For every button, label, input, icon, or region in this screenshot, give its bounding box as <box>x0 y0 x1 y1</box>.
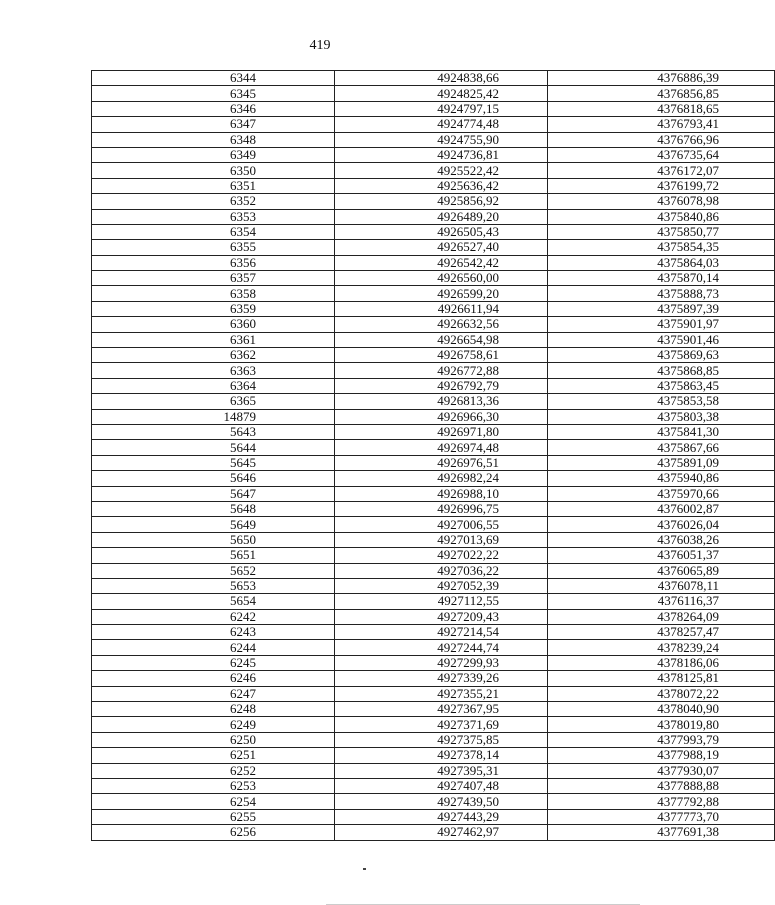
point-number-cell: 6246 <box>92 671 335 686</box>
point-number-cell: 6248 <box>92 702 335 717</box>
table-row <box>92 255 775 270</box>
x-coordinate-cell: 4926982,24 <box>335 471 548 486</box>
y-coordinate-cell: 4376116,37 <box>548 594 775 609</box>
x-coordinate-cell: 4924838,66 <box>335 71 548 86</box>
y-coordinate-cell: 4375888,73 <box>548 286 775 301</box>
x-coordinate-cell: 4926758,61 <box>335 348 548 363</box>
table-row <box>92 301 775 316</box>
y-coordinate-cell: 4375864,03 <box>548 255 775 270</box>
x-coordinate-cell: 4927439,50 <box>335 794 548 809</box>
x-coordinate-cell: 4924774,48 <box>335 117 548 132</box>
x-coordinate-cell: 4927214,54 <box>335 625 548 640</box>
table-row <box>92 240 775 255</box>
y-coordinate-cell: 4376735,64 <box>548 147 775 162</box>
table-row <box>92 594 775 609</box>
table-row <box>92 178 775 193</box>
y-coordinate-cell: 4375867,66 <box>548 440 775 455</box>
x-coordinate-cell: 4924755,90 <box>335 132 548 147</box>
point-number-cell: 5646 <box>92 471 335 486</box>
y-coordinate-cell: 4375891,09 <box>548 455 775 470</box>
point-number-cell: 6244 <box>92 640 335 655</box>
table-row <box>92 101 775 116</box>
table-row <box>92 348 775 363</box>
y-coordinate-cell: 4376766,96 <box>548 132 775 147</box>
point-number-cell: 6251 <box>92 748 335 763</box>
point-number-cell: 5647 <box>92 486 335 501</box>
table-row <box>92 501 775 516</box>
table-row <box>92 778 775 793</box>
y-coordinate-cell: 4376065,89 <box>548 563 775 578</box>
y-coordinate-cell: 4375970,66 <box>548 486 775 501</box>
point-number-cell: 6357 <box>92 271 335 286</box>
x-coordinate-cell: 4927375,85 <box>335 732 548 747</box>
y-coordinate-cell: 4377691,38 <box>548 825 775 840</box>
y-coordinate-cell: 4375870,14 <box>548 271 775 286</box>
x-coordinate-cell: 4926971,80 <box>335 424 548 439</box>
table-row <box>92 763 775 778</box>
y-coordinate-cell: 4377993,79 <box>548 732 775 747</box>
x-coordinate-cell: 4926772,88 <box>335 363 548 378</box>
x-coordinate-cell: 4927013,69 <box>335 532 548 547</box>
point-number-cell: 5654 <box>92 594 335 609</box>
x-coordinate-cell: 4927371,69 <box>335 717 548 732</box>
x-coordinate-cell: 4926505,43 <box>335 224 548 239</box>
x-coordinate-cell: 4927006,55 <box>335 517 548 532</box>
y-coordinate-cell: 4378264,09 <box>548 609 775 624</box>
point-number-cell: 5651 <box>92 548 335 563</box>
coordinates-table <box>91 70 775 841</box>
point-number-cell: 6352 <box>92 194 335 209</box>
y-coordinate-cell: 4376051,37 <box>548 548 775 563</box>
table-row <box>92 548 775 563</box>
table-row <box>92 825 775 840</box>
point-number-cell: 6355 <box>92 240 335 255</box>
point-number-cell: 6347 <box>92 117 335 132</box>
x-coordinate-cell: 4926813,36 <box>335 394 548 409</box>
x-coordinate-cell: 4926527,40 <box>335 240 548 255</box>
point-number-cell: 5645 <box>92 455 335 470</box>
y-coordinate-cell: 4378186,06 <box>548 655 775 670</box>
x-coordinate-cell: 4927052,39 <box>335 578 548 593</box>
y-coordinate-cell: 4375901,46 <box>548 332 775 347</box>
x-coordinate-cell: 4924797,15 <box>335 101 548 116</box>
y-coordinate-cell: 4377773,70 <box>548 809 775 824</box>
y-coordinate-cell: 4378239,24 <box>548 640 775 655</box>
point-number-cell: 6255 <box>92 809 335 824</box>
table-row <box>92 224 775 239</box>
y-coordinate-cell: 4375868,85 <box>548 363 775 378</box>
point-number-cell: 5653 <box>92 578 335 593</box>
y-coordinate-cell: 4376172,07 <box>548 163 775 178</box>
x-coordinate-cell: 4926632,56 <box>335 317 548 332</box>
point-number-cell: 5648 <box>92 501 335 516</box>
y-coordinate-cell: 4376886,39 <box>548 71 775 86</box>
y-coordinate-cell: 4378040,90 <box>548 702 775 717</box>
table-row <box>92 517 775 532</box>
point-number-cell: 6249 <box>92 717 335 732</box>
point-number-cell: 6350 <box>92 163 335 178</box>
table-row <box>92 640 775 655</box>
y-coordinate-cell: 4376078,98 <box>548 194 775 209</box>
y-coordinate-cell: 4376793,41 <box>548 117 775 132</box>
x-coordinate-cell: 4926792,79 <box>335 378 548 393</box>
table-row <box>92 332 775 347</box>
x-coordinate-cell: 4926976,51 <box>335 455 548 470</box>
y-coordinate-cell: 4376856,85 <box>548 86 775 101</box>
table-row <box>92 71 775 86</box>
table-row <box>92 117 775 132</box>
point-number-cell: 6363 <box>92 363 335 378</box>
x-coordinate-cell: 4926966,30 <box>335 409 548 424</box>
y-coordinate-cell: 4376026,04 <box>548 517 775 532</box>
table-row <box>92 625 775 640</box>
table-row <box>92 578 775 593</box>
x-coordinate-cell: 4927112,55 <box>335 594 548 609</box>
point-number-cell: 6346 <box>92 101 335 116</box>
point-number-cell: 6360 <box>92 317 335 332</box>
point-number-cell: 5650 <box>92 532 335 547</box>
x-coordinate-cell: 4927244,74 <box>335 640 548 655</box>
point-number-cell: 6254 <box>92 794 335 809</box>
x-coordinate-cell: 4926542,42 <box>335 255 548 270</box>
y-coordinate-cell: 4375897,39 <box>548 301 775 316</box>
table-row <box>92 147 775 162</box>
point-number-cell: 5649 <box>92 517 335 532</box>
x-coordinate-cell: 4927299,93 <box>335 655 548 670</box>
point-number-cell: 14879 <box>92 409 335 424</box>
point-number-cell: 6349 <box>92 147 335 162</box>
point-number-cell: 5644 <box>92 440 335 455</box>
point-number-cell: 6345 <box>92 86 335 101</box>
x-coordinate-cell: 4925636,42 <box>335 178 548 193</box>
table-row <box>92 317 775 332</box>
table-row <box>92 655 775 670</box>
x-coordinate-cell: 4926974,48 <box>335 440 548 455</box>
x-coordinate-cell: 4927339,26 <box>335 671 548 686</box>
table-row <box>92 563 775 578</box>
y-coordinate-cell: 4377792,88 <box>548 794 775 809</box>
point-number-cell: 5652 <box>92 563 335 578</box>
table-row <box>92 163 775 178</box>
point-number-cell: 6362 <box>92 348 335 363</box>
point-number-cell: 6351 <box>92 178 335 193</box>
y-coordinate-cell: 4378257,47 <box>548 625 775 640</box>
x-coordinate-cell: 4926560,00 <box>335 271 548 286</box>
point-number-cell: 6353 <box>92 209 335 224</box>
table-row <box>92 286 775 301</box>
y-coordinate-cell: 4375901,97 <box>548 317 775 332</box>
table-row <box>92 455 775 470</box>
point-number-cell: 6245 <box>92 655 335 670</box>
x-coordinate-cell: 4925856,92 <box>335 194 548 209</box>
y-coordinate-cell: 4375940,86 <box>548 471 775 486</box>
point-number-cell: 6344 <box>92 71 335 86</box>
x-coordinate-cell: 4927443,29 <box>335 809 548 824</box>
x-coordinate-cell: 4927367,95 <box>335 702 548 717</box>
point-number-cell: 6252 <box>92 763 335 778</box>
x-coordinate-cell: 4926611,94 <box>335 301 548 316</box>
y-coordinate-cell: 4378125,81 <box>548 671 775 686</box>
x-coordinate-cell: 4926654,98 <box>335 332 548 347</box>
x-coordinate-cell: 4926489,20 <box>335 209 548 224</box>
x-coordinate-cell: 4925522,42 <box>335 163 548 178</box>
point-number-cell: 6354 <box>92 224 335 239</box>
y-coordinate-cell: 4376818,65 <box>548 101 775 116</box>
x-coordinate-cell: 4927022,22 <box>335 548 548 563</box>
point-number-cell: 6364 <box>92 378 335 393</box>
table-row <box>92 686 775 701</box>
table-row <box>92 609 775 624</box>
table-row <box>92 809 775 824</box>
point-number-cell: 6256 <box>92 825 335 840</box>
point-number-cell: 6348 <box>92 132 335 147</box>
point-number-cell: 6253 <box>92 778 335 793</box>
table-row <box>92 271 775 286</box>
y-coordinate-cell: 4377888,88 <box>548 778 775 793</box>
x-coordinate-cell: 4927407,48 <box>335 778 548 793</box>
table-row <box>92 424 775 439</box>
table-row <box>92 471 775 486</box>
table-row <box>92 717 775 732</box>
y-coordinate-cell: 4375869,63 <box>548 348 775 363</box>
table-row <box>92 671 775 686</box>
x-coordinate-cell: 4927355,21 <box>335 686 548 701</box>
y-coordinate-cell: 4375863,45 <box>548 378 775 393</box>
y-coordinate-cell: 4377988,19 <box>548 748 775 763</box>
table-row <box>92 440 775 455</box>
page-number: 419 <box>309 38 331 53</box>
y-coordinate-cell: 4376078,11 <box>548 578 775 593</box>
table-row <box>92 378 775 393</box>
y-coordinate-cell: 4376199,72 <box>548 178 775 193</box>
y-coordinate-cell: 4378019,80 <box>548 717 775 732</box>
point-number-cell: 6243 <box>92 625 335 640</box>
y-coordinate-cell: 4375853,58 <box>548 394 775 409</box>
point-number-cell: 6359 <box>92 301 335 316</box>
y-coordinate-cell: 4375841,30 <box>548 424 775 439</box>
table-row <box>92 532 775 547</box>
stray-mark <box>363 868 366 870</box>
table-row <box>92 702 775 717</box>
point-number-cell: 6361 <box>92 332 335 347</box>
table-row <box>92 394 775 409</box>
x-coordinate-cell: 4927036,22 <box>335 563 548 578</box>
point-number-cell: 6356 <box>92 255 335 270</box>
table-row <box>92 794 775 809</box>
x-coordinate-cell: 4926988,10 <box>335 486 548 501</box>
y-coordinate-cell: 4375803,38 <box>548 409 775 424</box>
y-coordinate-cell: 4376038,26 <box>548 532 775 547</box>
y-coordinate-cell: 4378072,22 <box>548 686 775 701</box>
table-row <box>92 132 775 147</box>
y-coordinate-cell: 4376002,87 <box>548 501 775 516</box>
table-row <box>92 409 775 424</box>
y-coordinate-cell: 4375850,77 <box>548 224 775 239</box>
table-row <box>92 748 775 763</box>
point-number-cell: 6365 <box>92 394 335 409</box>
x-coordinate-cell: 4927462,97 <box>335 825 548 840</box>
x-coordinate-cell: 4926996,75 <box>335 501 548 516</box>
point-number-cell: 6250 <box>92 732 335 747</box>
y-coordinate-cell: 4375854,35 <box>548 240 775 255</box>
table-row <box>92 86 775 101</box>
point-number-cell: 6242 <box>92 609 335 624</box>
point-number-cell: 6247 <box>92 686 335 701</box>
x-coordinate-cell: 4927378,14 <box>335 748 548 763</box>
table-row <box>92 194 775 209</box>
point-number-cell: 5643 <box>92 424 335 439</box>
y-coordinate-cell: 4377930,07 <box>548 763 775 778</box>
x-coordinate-cell: 4924825,42 <box>335 86 548 101</box>
x-coordinate-cell: 4924736,81 <box>335 147 548 162</box>
x-coordinate-cell: 4927395,31 <box>335 763 548 778</box>
x-coordinate-cell: 4926599,20 <box>335 286 548 301</box>
x-coordinate-cell: 4927209,43 <box>335 609 548 624</box>
table-row <box>92 363 775 378</box>
coordinates-table-body <box>92 71 775 841</box>
table-row <box>92 209 775 224</box>
table-row <box>92 486 775 501</box>
y-coordinate-cell: 4375840,86 <box>548 209 775 224</box>
table-row <box>92 732 775 747</box>
point-number-cell: 6358 <box>92 286 335 301</box>
